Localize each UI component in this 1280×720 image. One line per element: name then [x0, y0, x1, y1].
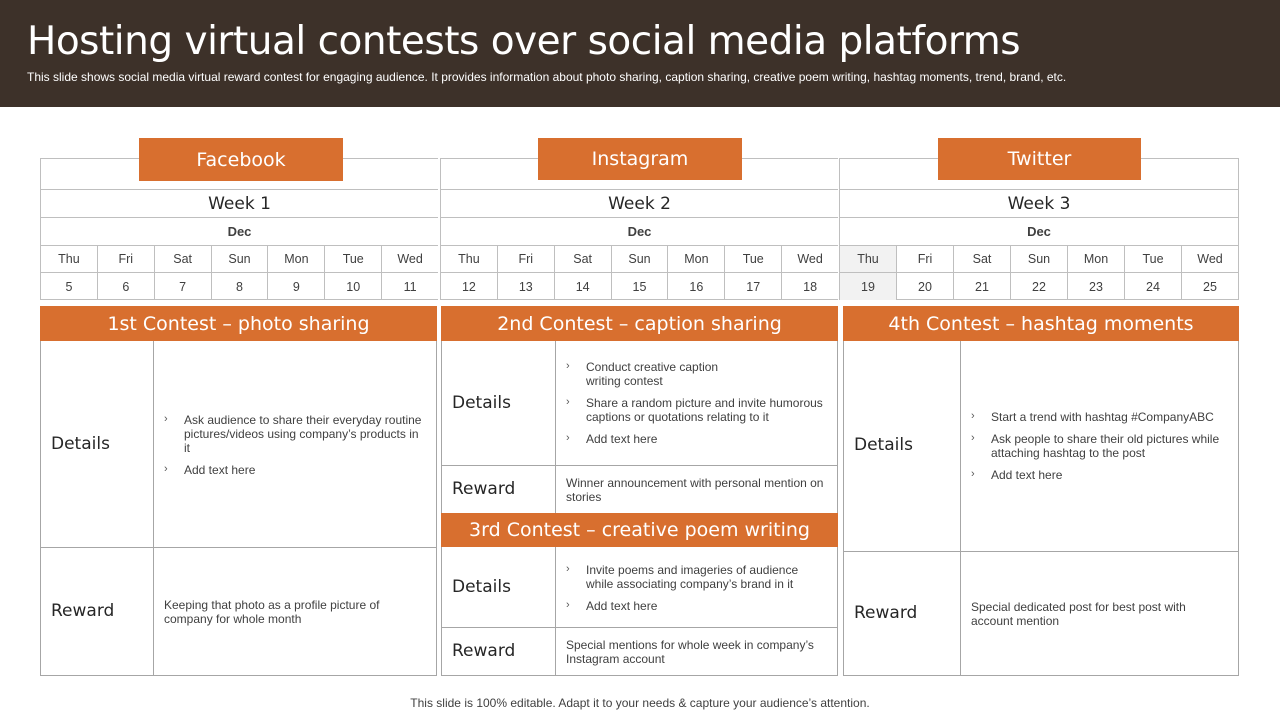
date-row	[840, 273, 1238, 300]
day-cell: Sat	[953, 246, 1010, 272]
day-cell: Tue	[724, 246, 781, 272]
reward-label: Reward	[51, 601, 115, 621]
contest-3-reward-text: Special mentions for whole week in company’s Instagram account	[566, 638, 814, 666]
details-label: Details	[452, 577, 511, 597]
date-cell: 11	[381, 273, 438, 300]
day-cell: Sat	[554, 246, 611, 272]
list-item: › Add text here	[566, 599, 828, 613]
day-row	[840, 246, 1238, 273]
contest-1-reward-text: Keeping that photo as a profile picture of company for whole month	[164, 598, 380, 626]
contest-4-title: 4th Contest – hashtag moments	[843, 306, 1239, 341]
day-cell: Tue	[1124, 246, 1181, 272]
day-cell: Tue	[324, 246, 381, 272]
list-item: › Conduct creative caption writing contest	[566, 360, 736, 388]
list-item: › Add text here	[971, 468, 1229, 482]
week-label: Week 2	[441, 190, 838, 218]
date-cell: 14	[554, 273, 611, 300]
day-cell: Wed	[381, 246, 438, 272]
date-cell: 10	[324, 273, 381, 300]
day-cell: Sun	[211, 246, 268, 272]
page-subtitle: This slide shows social media virtual reward contest for engaging audience. It provides information about photo sharing, caption sharing, creative poem writing, hashtag moments, trend, brand, etc.	[27, 70, 1067, 84]
divider	[960, 341, 961, 676]
day-cell: Fri	[497, 246, 554, 272]
date-row	[41, 273, 438, 300]
date-cell: 24	[1124, 273, 1181, 300]
date-cell: 7	[154, 273, 211, 300]
date-cell: 23	[1067, 273, 1124, 300]
reward-label: Reward	[854, 603, 918, 623]
contest-4-details-list	[971, 410, 1229, 490]
divider	[441, 627, 838, 628]
platform-tab-facebook: Facebook	[139, 138, 343, 181]
contest-3-details-list	[566, 563, 828, 621]
date-cell: 9	[267, 273, 324, 300]
month-label: Dec	[441, 218, 838, 246]
date-cell: 13	[497, 273, 554, 300]
date-cell: 12	[461, 279, 476, 294]
date-cell: 5	[65, 279, 73, 294]
page-title: Hosting virtual contests over social media platforms	[27, 19, 1021, 64]
date-cell: 6	[97, 273, 154, 300]
platform-tab-twitter: Twitter	[938, 138, 1141, 180]
month-label: Dec	[840, 218, 1238, 246]
list-item: › Ask audience to share their everyday routine pictures/videos using company’s products in it	[164, 413, 426, 455]
details-label: Details	[51, 434, 110, 454]
day-cell: Mon	[667, 246, 724, 272]
day-cell: Thu	[840, 246, 896, 272]
day-cell: Mon	[267, 246, 324, 272]
reward-label: Reward	[452, 479, 516, 499]
contest-3-title: 3rd Contest – creative poem writing	[441, 513, 838, 547]
platform-tab-instagram: Instagram	[538, 138, 742, 180]
divider	[843, 551, 1239, 552]
list-item: › Add text here	[566, 432, 828, 446]
day-cell: Mon	[1067, 246, 1124, 272]
date-cell: 22	[1010, 273, 1067, 300]
list-item: › Add text here	[164, 463, 426, 477]
date-cell: 17	[724, 273, 781, 300]
list-item: › Invite poems and imageries of audience while associating company’s brand in it	[566, 563, 828, 591]
month-label: Dec	[41, 218, 438, 246]
divider	[555, 547, 556, 676]
date-cell: 20	[896, 273, 953, 300]
divider	[40, 547, 437, 548]
date-cell: 8	[211, 273, 268, 300]
date-cell: 18	[781, 273, 838, 300]
day-cell: Sat	[154, 246, 211, 272]
contest-4-reward-text: Special dedicated post for best post with account mention	[971, 600, 1186, 628]
date-row	[441, 273, 838, 300]
day-cell: Wed	[781, 246, 838, 272]
list-item: › Ask people to share their old pictures while attaching hashtag to the post	[971, 432, 1229, 460]
date-cell: 19	[840, 273, 896, 300]
day-cell: Fri	[97, 246, 154, 272]
date-cell: 21	[953, 273, 1010, 300]
divider	[153, 341, 154, 676]
day-cell: Sun	[611, 246, 668, 272]
day-cell: Thu	[58, 252, 80, 266]
week-label: Week 1	[41, 190, 438, 218]
list-item: › Start a trend with hashtag #CompanyABC	[971, 410, 1229, 424]
list-item: › Share a random picture and invite humorous captions or quotations relating to it	[566, 396, 828, 424]
reward-label: Reward	[452, 641, 516, 661]
contest-1-details-list	[164, 413, 426, 485]
day-cell: Fri	[896, 246, 953, 272]
date-cell: 15	[611, 273, 668, 300]
day-row	[41, 246, 438, 273]
divider	[555, 341, 556, 514]
divider	[441, 465, 838, 466]
footer-note: This slide is 100% editable. Adapt it to your needs & capture your audience’s attention.	[410, 696, 870, 710]
day-cell: Sun	[1010, 246, 1067, 272]
contest-2-details-list	[566, 360, 828, 454]
day-row	[441, 246, 838, 273]
contest-2-title: 2nd Contest – caption sharing	[441, 306, 838, 341]
day-cell: Wed	[1181, 246, 1238, 272]
details-label: Details	[452, 393, 511, 413]
date-cell: 16	[667, 273, 724, 300]
details-label: Details	[854, 435, 913, 455]
day-cell: Thu	[458, 252, 480, 266]
header-banner	[0, 0, 1280, 107]
date-cell: 25	[1181, 273, 1238, 300]
week-label: Week 3	[840, 190, 1238, 218]
contest-1-title: 1st Contest – photo sharing	[40, 306, 437, 341]
contest-2-reward-text: Winner announcement with personal mention on stories	[566, 476, 824, 504]
